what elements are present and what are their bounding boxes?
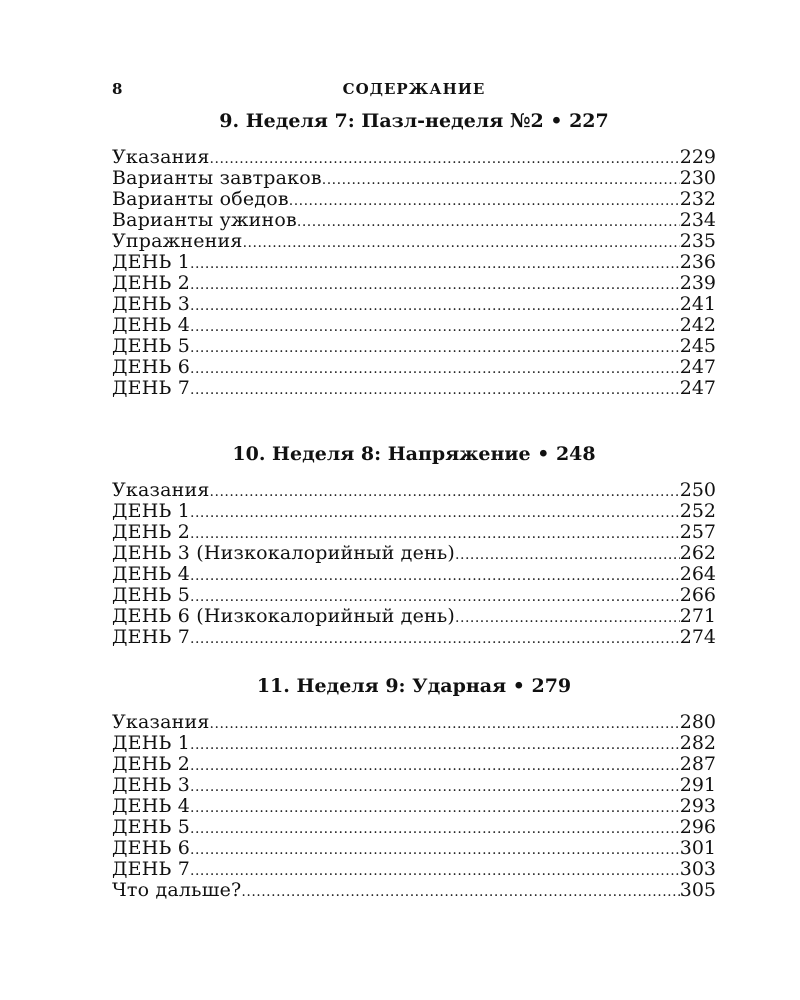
toc-entry-label: ДЕНЬ 7 [112,627,191,648]
toc-entry [112,712,716,733]
toc-entry-page: 252 [679,501,716,522]
toc-entry-label: Варианты завтраков [112,168,322,189]
toc-entry-label: ДЕНЬ 4 [112,564,191,585]
toc-entry [112,357,716,378]
toc-entry-label: Что дальше? [112,880,242,901]
dot-leader [190,317,680,336]
toc-entry-page: 241 [679,294,716,315]
toc-entry [112,543,716,564]
dot-leader [455,545,680,564]
section-heading: 11. Неделя 9: Ударная • 279 [256,675,572,697]
toc-entry [112,501,716,522]
toc-entry [112,775,716,796]
dot-leader [210,714,680,733]
toc-entry [112,378,716,399]
dot-leader [190,798,680,817]
toc-entry-label: ДЕНЬ 4 [112,315,191,336]
page-number: 8 [112,80,123,98]
toc-entry-page: 264 [679,564,716,585]
dot-leader [455,608,680,627]
toc-entry-label: ДЕНЬ 6 [112,357,191,378]
toc-entry [112,168,716,189]
dot-leader [190,777,680,796]
toc-entry-label: ДЕНЬ 6 (Низкокалорийный день) [112,606,456,627]
dot-leader [190,524,680,543]
section-heading: 10. Неделя 8: Напряжение • 248 [232,443,596,465]
dot-leader [190,735,680,754]
dot-leader [190,840,680,859]
toc-entry [112,585,716,606]
toc-entry-page: 301 [679,838,716,859]
running-head [112,80,716,102]
toc-entry-page: 247 [679,357,716,378]
toc-entry-label: ДЕНЬ 1 [112,252,191,273]
toc-entry [112,859,716,880]
section-heading: 9. Неделя 7: Пазл-неделя №2 • 227 [219,110,609,132]
toc-entry-label: ДЕНЬ 5 [112,336,191,357]
toc-entry-page: 296 [679,817,716,838]
toc-section-week-8 [112,440,716,648]
toc-entry-page: 293 [679,796,716,817]
dot-leader [297,212,680,231]
toc-entry-label: ДЕНЬ 5 [112,817,191,838]
toc-entry [112,838,716,859]
dot-leader [190,380,680,399]
toc-entry [112,210,716,231]
toc-entry [112,315,716,336]
toc-entry [112,522,716,543]
toc-entry-label: Варианты ужинов [112,210,297,231]
toc-entry-page: 303 [679,859,716,880]
toc-entry-page: 236 [679,252,716,273]
toc-entry-label: Указания [112,147,210,168]
toc-entry-label: ДЕНЬ 3 [112,775,191,796]
dot-leader [210,482,680,501]
toc-entry-label: ДЕНЬ 7 [112,378,191,399]
toc-entry [112,294,716,315]
toc-entry-label: ДЕНЬ 7 [112,859,191,880]
toc-entry [112,336,716,357]
toc-entry [112,189,716,210]
toc-entry-label: Указания [112,712,210,733]
toc-entry-page: 239 [679,273,716,294]
toc-entry [112,273,716,294]
dot-leader [190,861,680,880]
toc-entry-page: 257 [679,522,716,543]
toc-entry-page: 242 [679,315,716,336]
toc-entry [112,817,716,838]
toc-entry-label: ДЕНЬ 3 [112,294,191,315]
toc-entry-page: 274 [679,627,716,648]
toc-entry-label: ДЕНЬ 4 [112,796,191,817]
toc-entry-page: 282 [679,733,716,754]
dot-leader [243,233,680,252]
toc-entry-page: 280 [679,712,716,733]
toc-entry-label: Варианты обедов [112,189,289,210]
toc-entry-page: 305 [679,880,716,901]
toc-entry [112,231,716,252]
toc-entry-label: Указания [112,480,210,501]
dot-leader [190,819,680,838]
toc-entry-label: ДЕНЬ 3 (Низкокалорийный день) [112,543,456,564]
dot-leader [210,149,680,168]
dot-leader [190,629,680,648]
toc-entry [112,606,716,627]
toc-entry-page: 229 [679,147,716,168]
toc-entry-label: ДЕНЬ 1 [112,501,191,522]
toc-entry [112,627,716,648]
toc-entry-page: 287 [679,754,716,775]
toc-section-week-7 [112,107,716,399]
toc-entry-page: 232 [679,189,716,210]
dot-leader [289,191,680,210]
toc-entry-page: 234 [679,210,716,231]
toc-entry-label: ДЕНЬ 2 [112,522,191,543]
toc-entry-page: 271 [679,606,716,627]
toc-entry-label: ДЕНЬ 5 [112,585,191,606]
toc-entry-label: ДЕНЬ 6 [112,838,191,859]
dot-leader [190,756,680,775]
toc-entry-page: 262 [679,543,716,564]
toc-entry-page: 250 [679,480,716,501]
dot-leader [190,587,680,606]
dot-leader [190,566,680,585]
toc-entry-page: 291 [679,775,716,796]
dot-leader [190,254,680,273]
toc-entry [112,754,716,775]
toc-entry-label: ДЕНЬ 2 [112,754,191,775]
toc-entry [112,480,716,501]
toc-entry [112,733,716,754]
dot-leader [190,338,680,357]
toc-entry [112,880,716,901]
running-title: СОДЕРЖАНИЕ [342,80,486,98]
toc-section-week-9 [112,672,716,901]
toc-entry-page: 266 [679,585,716,606]
dot-leader [322,170,680,189]
toc-entry-page: 247 [679,378,716,399]
toc-entry-label: Упражнения [112,231,243,252]
dot-leader [190,275,680,294]
toc-entry-page: 230 [679,168,716,189]
toc-entry [112,252,716,273]
dot-leader [241,882,679,901]
toc-entry-page: 235 [679,231,716,252]
dot-leader [190,359,680,378]
toc-entry [112,796,716,817]
toc-entry [112,147,716,168]
toc-entry-label: ДЕНЬ 1 [112,733,191,754]
dot-leader [190,503,680,522]
toc-entry-page: 245 [679,336,716,357]
toc-entry [112,564,716,585]
toc-entry-label: ДЕНЬ 2 [112,273,191,294]
dot-leader [190,296,680,315]
